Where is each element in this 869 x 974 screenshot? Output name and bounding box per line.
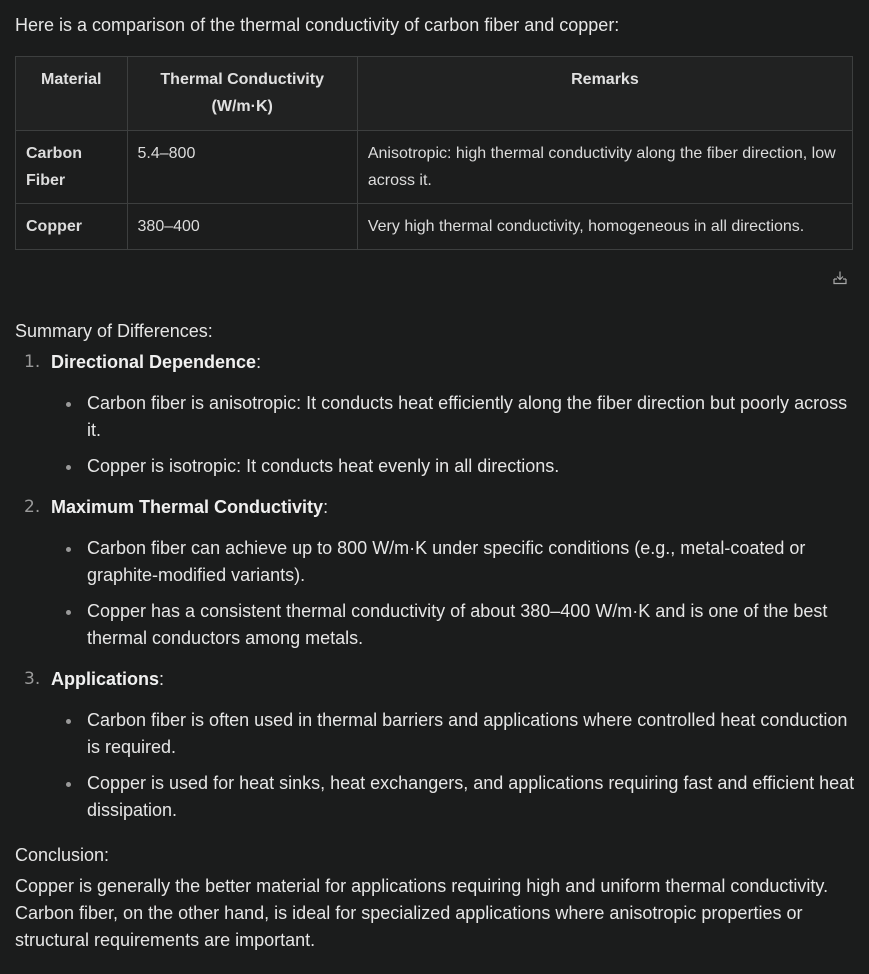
point-title: Maximum Thermal Conductivity (51, 497, 324, 517)
header-material: Material (16, 57, 128, 131)
bullet-dot-icon (66, 782, 71, 787)
bullet-dot-icon (66, 610, 71, 615)
point-title: Directional Dependence (51, 352, 257, 372)
bullet-item (51, 598, 855, 652)
table-header-row (16, 57, 853, 131)
bullet-list (51, 535, 855, 652)
cell-conductivity: 5.4–800 (127, 131, 357, 204)
cell-conductivity: 380–400 (127, 204, 357, 250)
list-item (15, 666, 855, 824)
conclusion-text: Copper is generally the better material for applications requiring high and uniform thermal conductivity. Carbon fiber, on the other hand, is ideal for specialized applications where anisotropic properties or structural requirements are important. (15, 876, 829, 950)
bullet-item (51, 390, 855, 444)
bullet-dot-icon (66, 547, 71, 552)
message-content (15, 12, 855, 954)
bullet-dot-icon (66, 719, 71, 724)
bullet-item (51, 535, 855, 589)
point-colon: : (159, 669, 165, 689)
header-thermal-conductivity: Thermal Conductivity (W/m·K) (127, 57, 357, 131)
bullet-text: Copper is isotropic: It conducts heat evenly in all directions. (87, 456, 560, 476)
bullet-text: Carbon fiber is often used in thermal barriers and applications where controlled heat conduction is required. (87, 710, 848, 757)
list-number: 1. (24, 352, 41, 372)
summary-title: Summary of Differences: (15, 321, 213, 341)
list-number: 3. (24, 669, 41, 689)
list-number: 2. (24, 497, 41, 517)
table-actions (15, 250, 855, 288)
intro-text: Here is a comparison of the thermal conductivity of carbon fiber and copper: (15, 15, 620, 35)
bullet-dot-icon (66, 402, 71, 407)
point-title: Applications (51, 669, 160, 689)
bullet-list (51, 707, 855, 824)
conclusion-title: Conclusion: (15, 845, 110, 865)
download-icon[interactable] (833, 266, 847, 280)
cell-material: Carbon Fiber (16, 131, 128, 204)
bullet-item (51, 770, 855, 824)
bullet-dot-icon (66, 465, 71, 470)
list-item (15, 494, 855, 652)
cell-remarks: Anisotropic: high thermal conductivity along the fiber direction, low across it. (357, 131, 852, 204)
table-row (16, 131, 853, 204)
summary-list (15, 349, 855, 824)
table-row (16, 204, 853, 250)
bullet-text: Carbon fiber is anisotropic: It conducts heat efficiently along the fiber direction but poorly across it. (87, 393, 848, 440)
header-remarks: Remarks (357, 57, 852, 131)
bullet-item (51, 707, 855, 761)
cell-remarks: Very high thermal conductivity, homogeneous in all directions. (357, 204, 852, 250)
point-colon: : (323, 497, 329, 517)
bullet-text: Copper is used for heat sinks, heat exchangers, and applications requiring fast and efficient heat dissipation. (87, 773, 855, 820)
bullet-list (51, 390, 855, 480)
list-item (15, 349, 855, 480)
bullet-text: Copper has a consistent thermal conductivity of about 380–400 W/m·K and is one of the best thermal conductors among metals. (87, 601, 828, 648)
bullet-item (51, 453, 855, 480)
cell-material: Copper (16, 204, 128, 250)
bullet-text: Carbon fiber can achieve up to 800 W/m·K under specific conditions (e.g., metal-coated or graphite-modified variants). (87, 538, 806, 585)
comparison-table (15, 56, 853, 250)
point-colon: : (256, 352, 262, 372)
